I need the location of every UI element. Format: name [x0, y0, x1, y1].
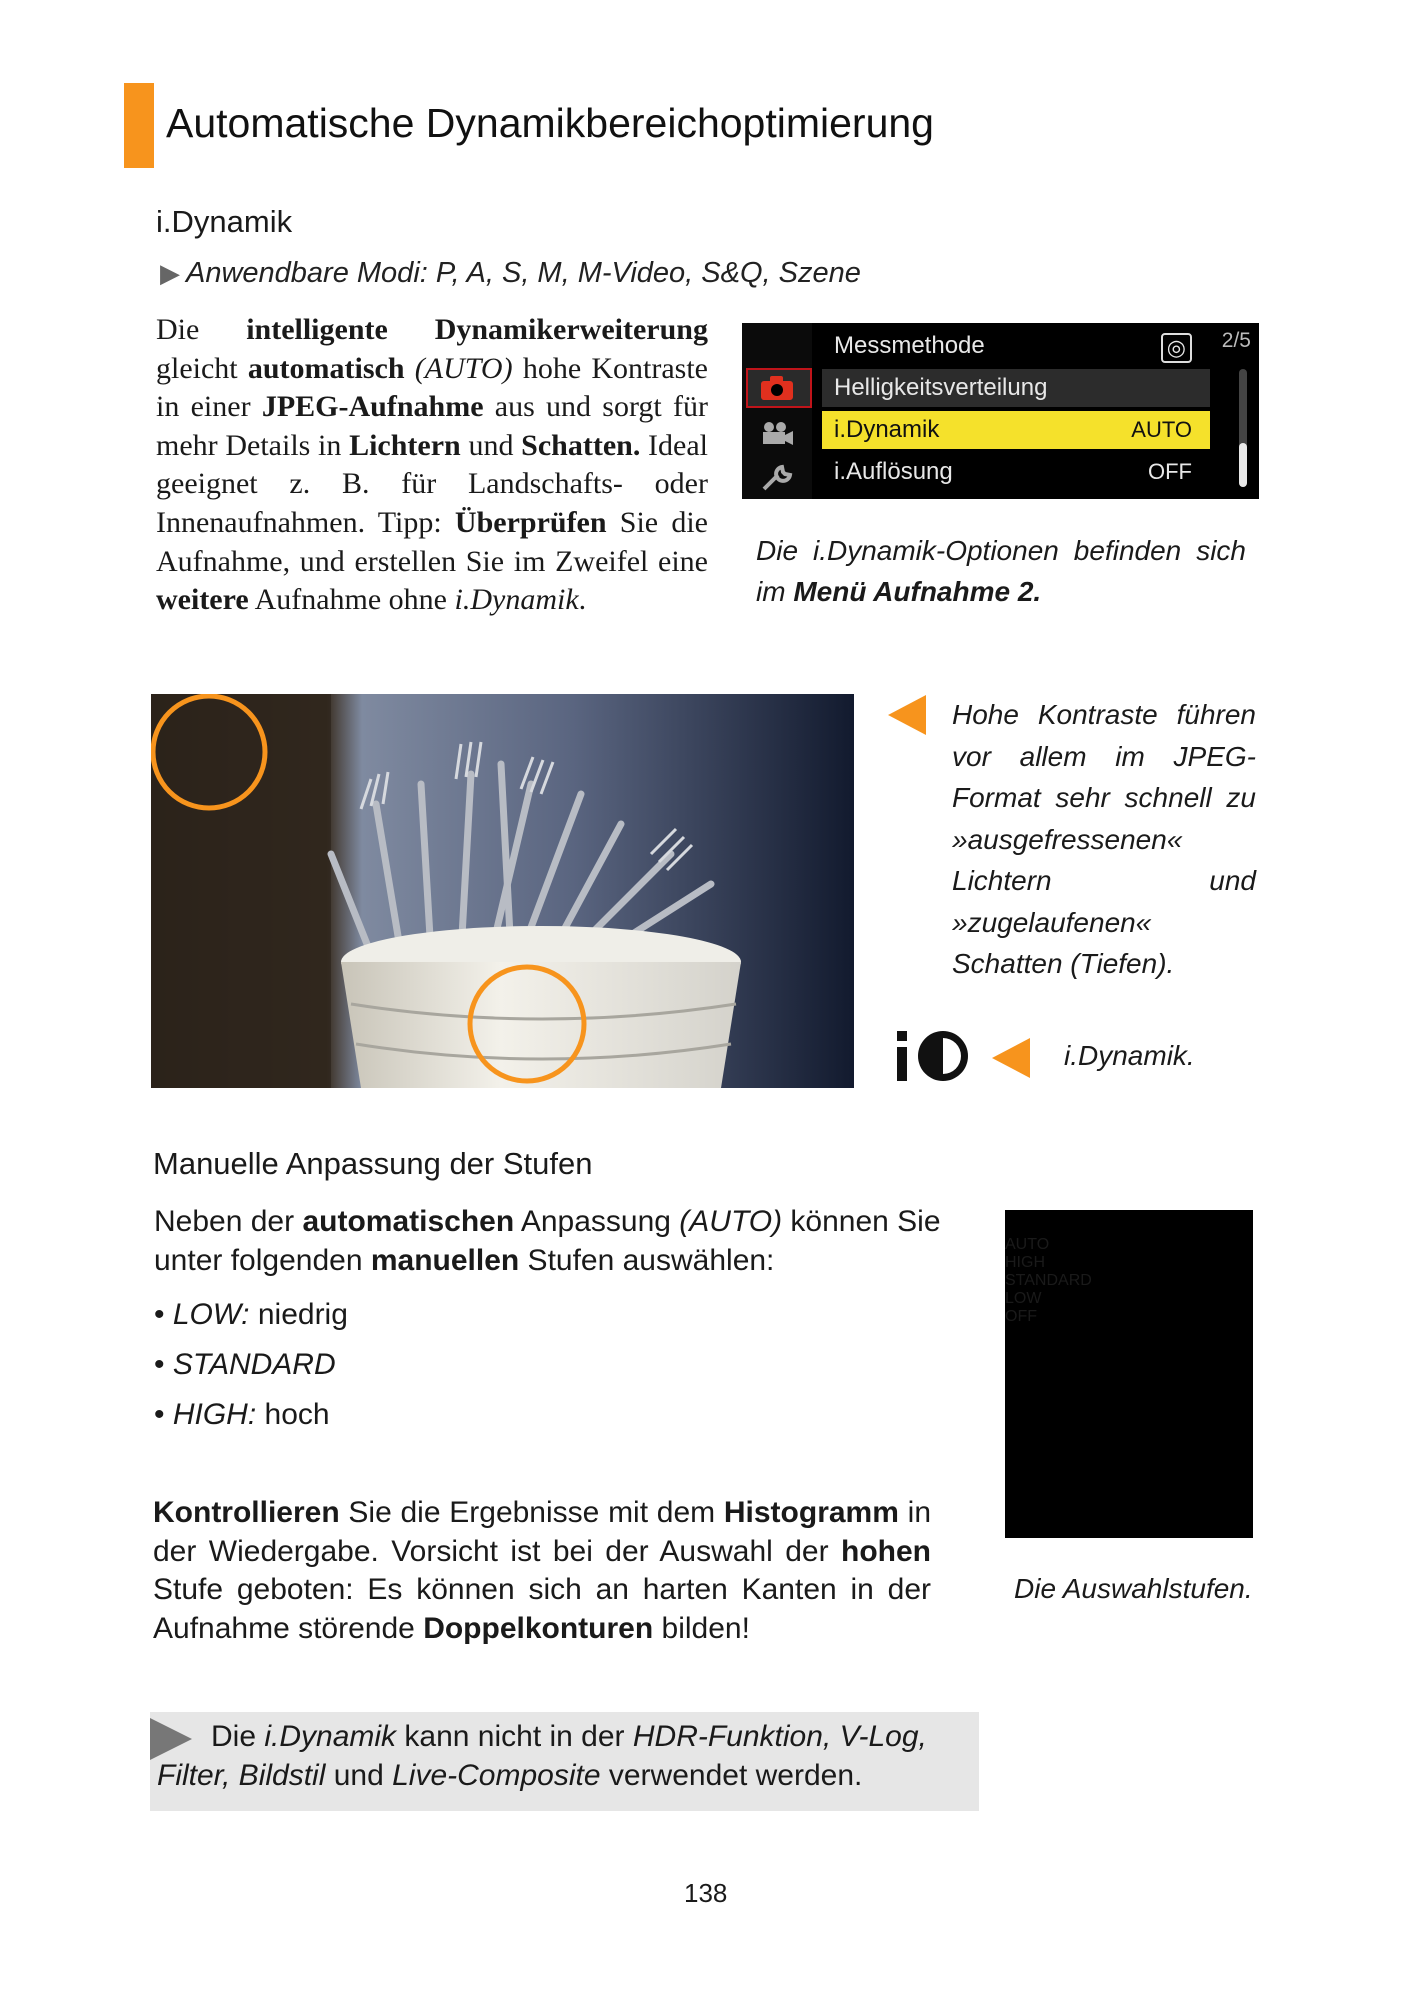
page-title: Automatische Dynamikbereichoptimierung	[166, 100, 934, 146]
level-high: HIGH	[1005, 1254, 1045, 1271]
menu-page-indicator: 2/5	[1221, 329, 1251, 352]
arrow-left-icon	[992, 1038, 1030, 1078]
level-bullet-list	[154, 1290, 348, 1440]
applicable-modes	[160, 257, 861, 290]
page-number: 138	[684, 1878, 728, 1908]
caption-levels: Die Auswahlstufen.	[1014, 1573, 1253, 1604]
list-item: • HIGH: hoch	[154, 1398, 330, 1431]
wrench-icon	[760, 463, 794, 493]
level-low: LOW	[1005, 1290, 1042, 1307]
movie-camera-icon	[760, 420, 794, 446]
intro-paragraph: Die intelligente Dynamikerweiterung gleicht automatisch (AUTO) hohe Kontraste in einer JPEG-Aufnahme aus und sorgt für mehr Details in Lichtern und Schatten. Ideal geeignet z. B. für Landschafts- oder Innenaufnahmen. Tipp: Überprüfen Sie die Aufnahme, und erstellen Sie im Zweifel eine weitere Aufnahme ohne i.Dynamik.	[156, 313, 709, 617]
menu-row-helligkeitsverteilung: Helligkeitsverteilung	[822, 369, 1210, 407]
arrow-left-icon	[888, 695, 926, 735]
idynamik-icon	[895, 1027, 975, 1083]
menu-row-iaufloesung: i.Auflösung OFF	[834, 458, 1192, 485]
control-paragraph: Kontrollieren Sie die Ergebnisse mit dem Histogramm in der Wiedergabe. Vorsicht ist bei der Auswahl der hohen Stufe geboten: Es können sich an harten Kanten in der Aufnahme störende Doppelkonturen bilden!	[153, 1496, 931, 1645]
play-triangle-icon: ▶	[160, 258, 180, 288]
modes-text: Anwendbare Modi: P, A, S, M, M-Video, S&Q, Szene	[186, 257, 861, 289]
list-item: • STANDARD	[154, 1348, 336, 1381]
level-off: OFF	[1005, 1308, 1037, 1325]
manual-intro: Neben der automatischen Anpassung (AUTO) können Sie unter folgenden manuellen Stufen auswählen:	[154, 1205, 941, 1277]
title-accent-bar	[124, 83, 154, 168]
caption-photo: Hohe Kontraste führen vor allem im JPEG-Format sehr schnell zu »ausgefressenen« Lichtern und »zugelaufenen« Schatten (Tiefen).	[952, 699, 1256, 979]
menu-scrollbar-thumb	[1239, 443, 1247, 487]
level-standard: STANDARD	[1005, 1272, 1092, 1289]
note-text: Die i.Dynamik kann nicht in der HDR-Funktion, V-Log, Filter, Bildstil und Live-Composite verwendet werden.	[157, 1720, 927, 1792]
list-item: • LOW: niedrig	[154, 1298, 348, 1331]
level-auto: AUTO	[1005, 1236, 1050, 1253]
menu-row-idynamik: i.Dynamik AUTO	[822, 411, 1210, 449]
camera-icon	[760, 375, 794, 401]
menu-row-messmethode: Messmethode ◎	[822, 327, 1210, 365]
forks-photo	[151, 694, 854, 1088]
camera-menu-screenshot	[742, 323, 1259, 499]
metering-icon: ◎	[1161, 333, 1192, 363]
caption-menu: Die i.Dynamik-Optionen befinden sich im Menü Aufnahme 2.	[756, 535, 1246, 607]
caption-idynamik: i.Dynamik.	[1064, 1040, 1195, 1071]
subsection-title: Manuelle Anpassung der Stufen	[153, 1146, 593, 1181]
level-selector-screenshot	[1005, 1210, 1253, 1538]
section-title: i.Dynamik	[156, 204, 293, 239]
